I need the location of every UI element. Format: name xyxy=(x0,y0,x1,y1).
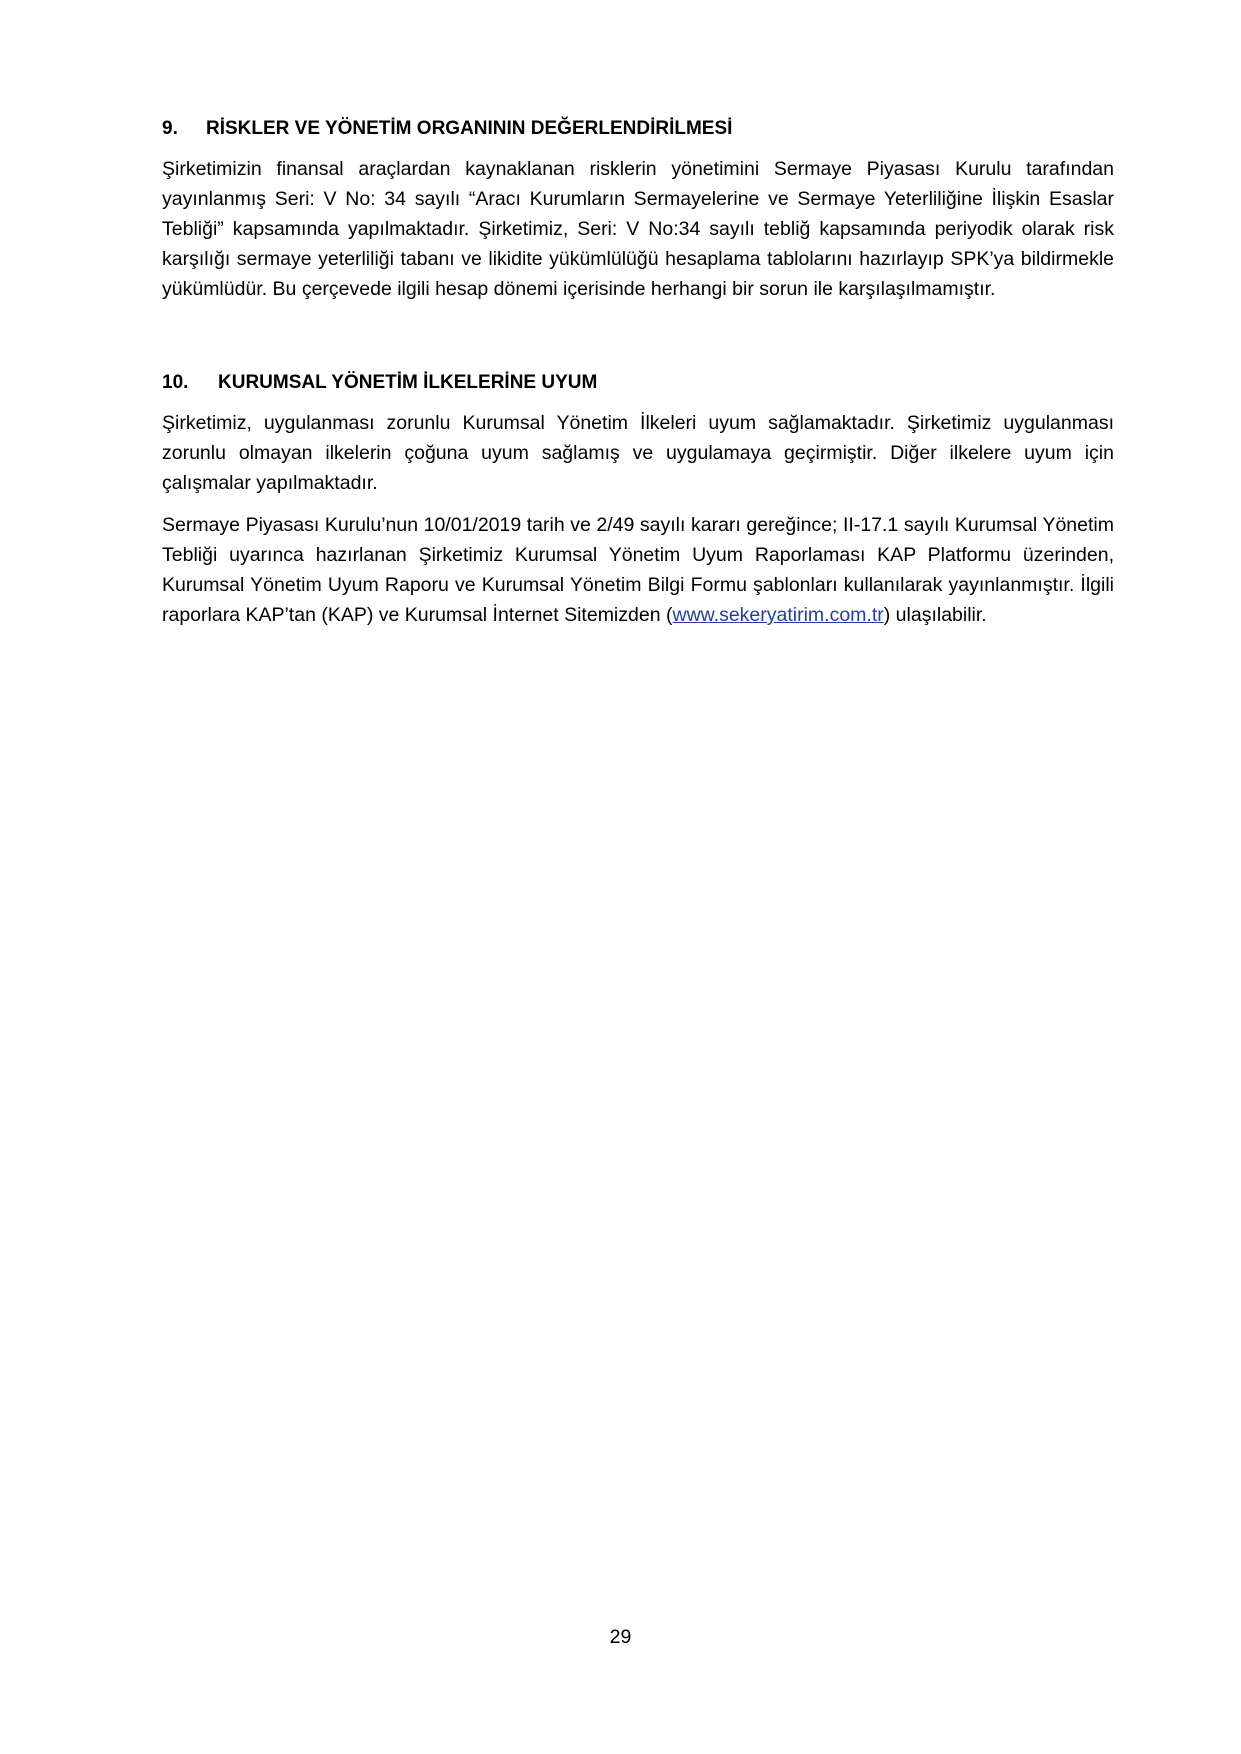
section-10-paragraph-1: Şirketimiz, uygulanması zorunlu Kurumsal Yönetim İlkeleri uyum sağlamaktadır. Şirketimiz uygulanması zorunlu olmayan ilkelerin çoğuna uyum sağlamış ve uygulamaya geçirmiştir. Diğer ilkelere uyum için çalışmalar yapılmaktadır. xyxy=(162,412,1114,494)
page-number: 29 xyxy=(609,1626,632,1648)
section-9-title: RİSKLER VE YÖNETİM ORGANININ DEĞERLENDİRİLMESİ xyxy=(206,118,733,139)
section-9-heading xyxy=(162,116,1114,142)
website-link[interactable]: www.sekeryatirim.com.tr xyxy=(672,604,884,626)
section-10-number: 10. xyxy=(162,372,189,393)
section-risks xyxy=(162,116,1114,304)
paren-open: ( xyxy=(665,604,673,626)
section-10-heading xyxy=(162,370,1114,396)
section-corporate-governance xyxy=(162,370,1114,630)
section-10-paragraph-2-text: Sermaye Piyasası Kurulu’nun 10/01/2019 tarih ve 2/49 sayılı kararı gereğince; II-17.1 sayılı Kurumsal Yönetim Tebliği uyarınca hazırlanan Şirketimiz Kurumsal Yönetim Uyum Raporlaması KAP Platformu üzerinden, Kurumsal Yönetim Uyum Raporu ve Kurumsal Yönetim Bilgi Formu şablonları kullanılarak yayınlanmıştır. İlgili raporlara KAP’tan (KAP) ve Kurumsal İnternet Sitemizden xyxy=(162,514,1114,626)
section-10-title: KURUMSAL YÖNETİM İLKELERİNE UYUM xyxy=(218,372,598,393)
section-9-paragraph: Şirketimizin finansal araçlardan kaynaklanan risklerin yönetimini Sermaye Piyasası Kurulu tarafından yayınlanmış Seri: V No: 34 sayılı “Aracı Kurumların Sermayelerine ve Sermaye Yeterliliğine İlişkin Esaslar Tebliği” kapsamında yapılmaktadır. Şirketimiz, Seri: V No:34 sayılı tebliğ kapsamında periyodik olarak risk karşılığı sermaye yeterliliği tabanı ve likidite yükümlülüğü hesaplama tablolarını hazırlayıp SPK’ya bildirmekle yükümlüdür. Bu çerçevede ilgili hesap dönemi içerisinde herhangi bir sorun ile karşılaşılmamıştır. xyxy=(162,158,1114,300)
page-content xyxy=(162,116,1114,642)
section-9-number: 9. xyxy=(162,118,178,139)
section-10-paragraph-2 xyxy=(162,510,1114,630)
paragraph-2-ending: ) ulaşılabilir. xyxy=(883,604,987,626)
